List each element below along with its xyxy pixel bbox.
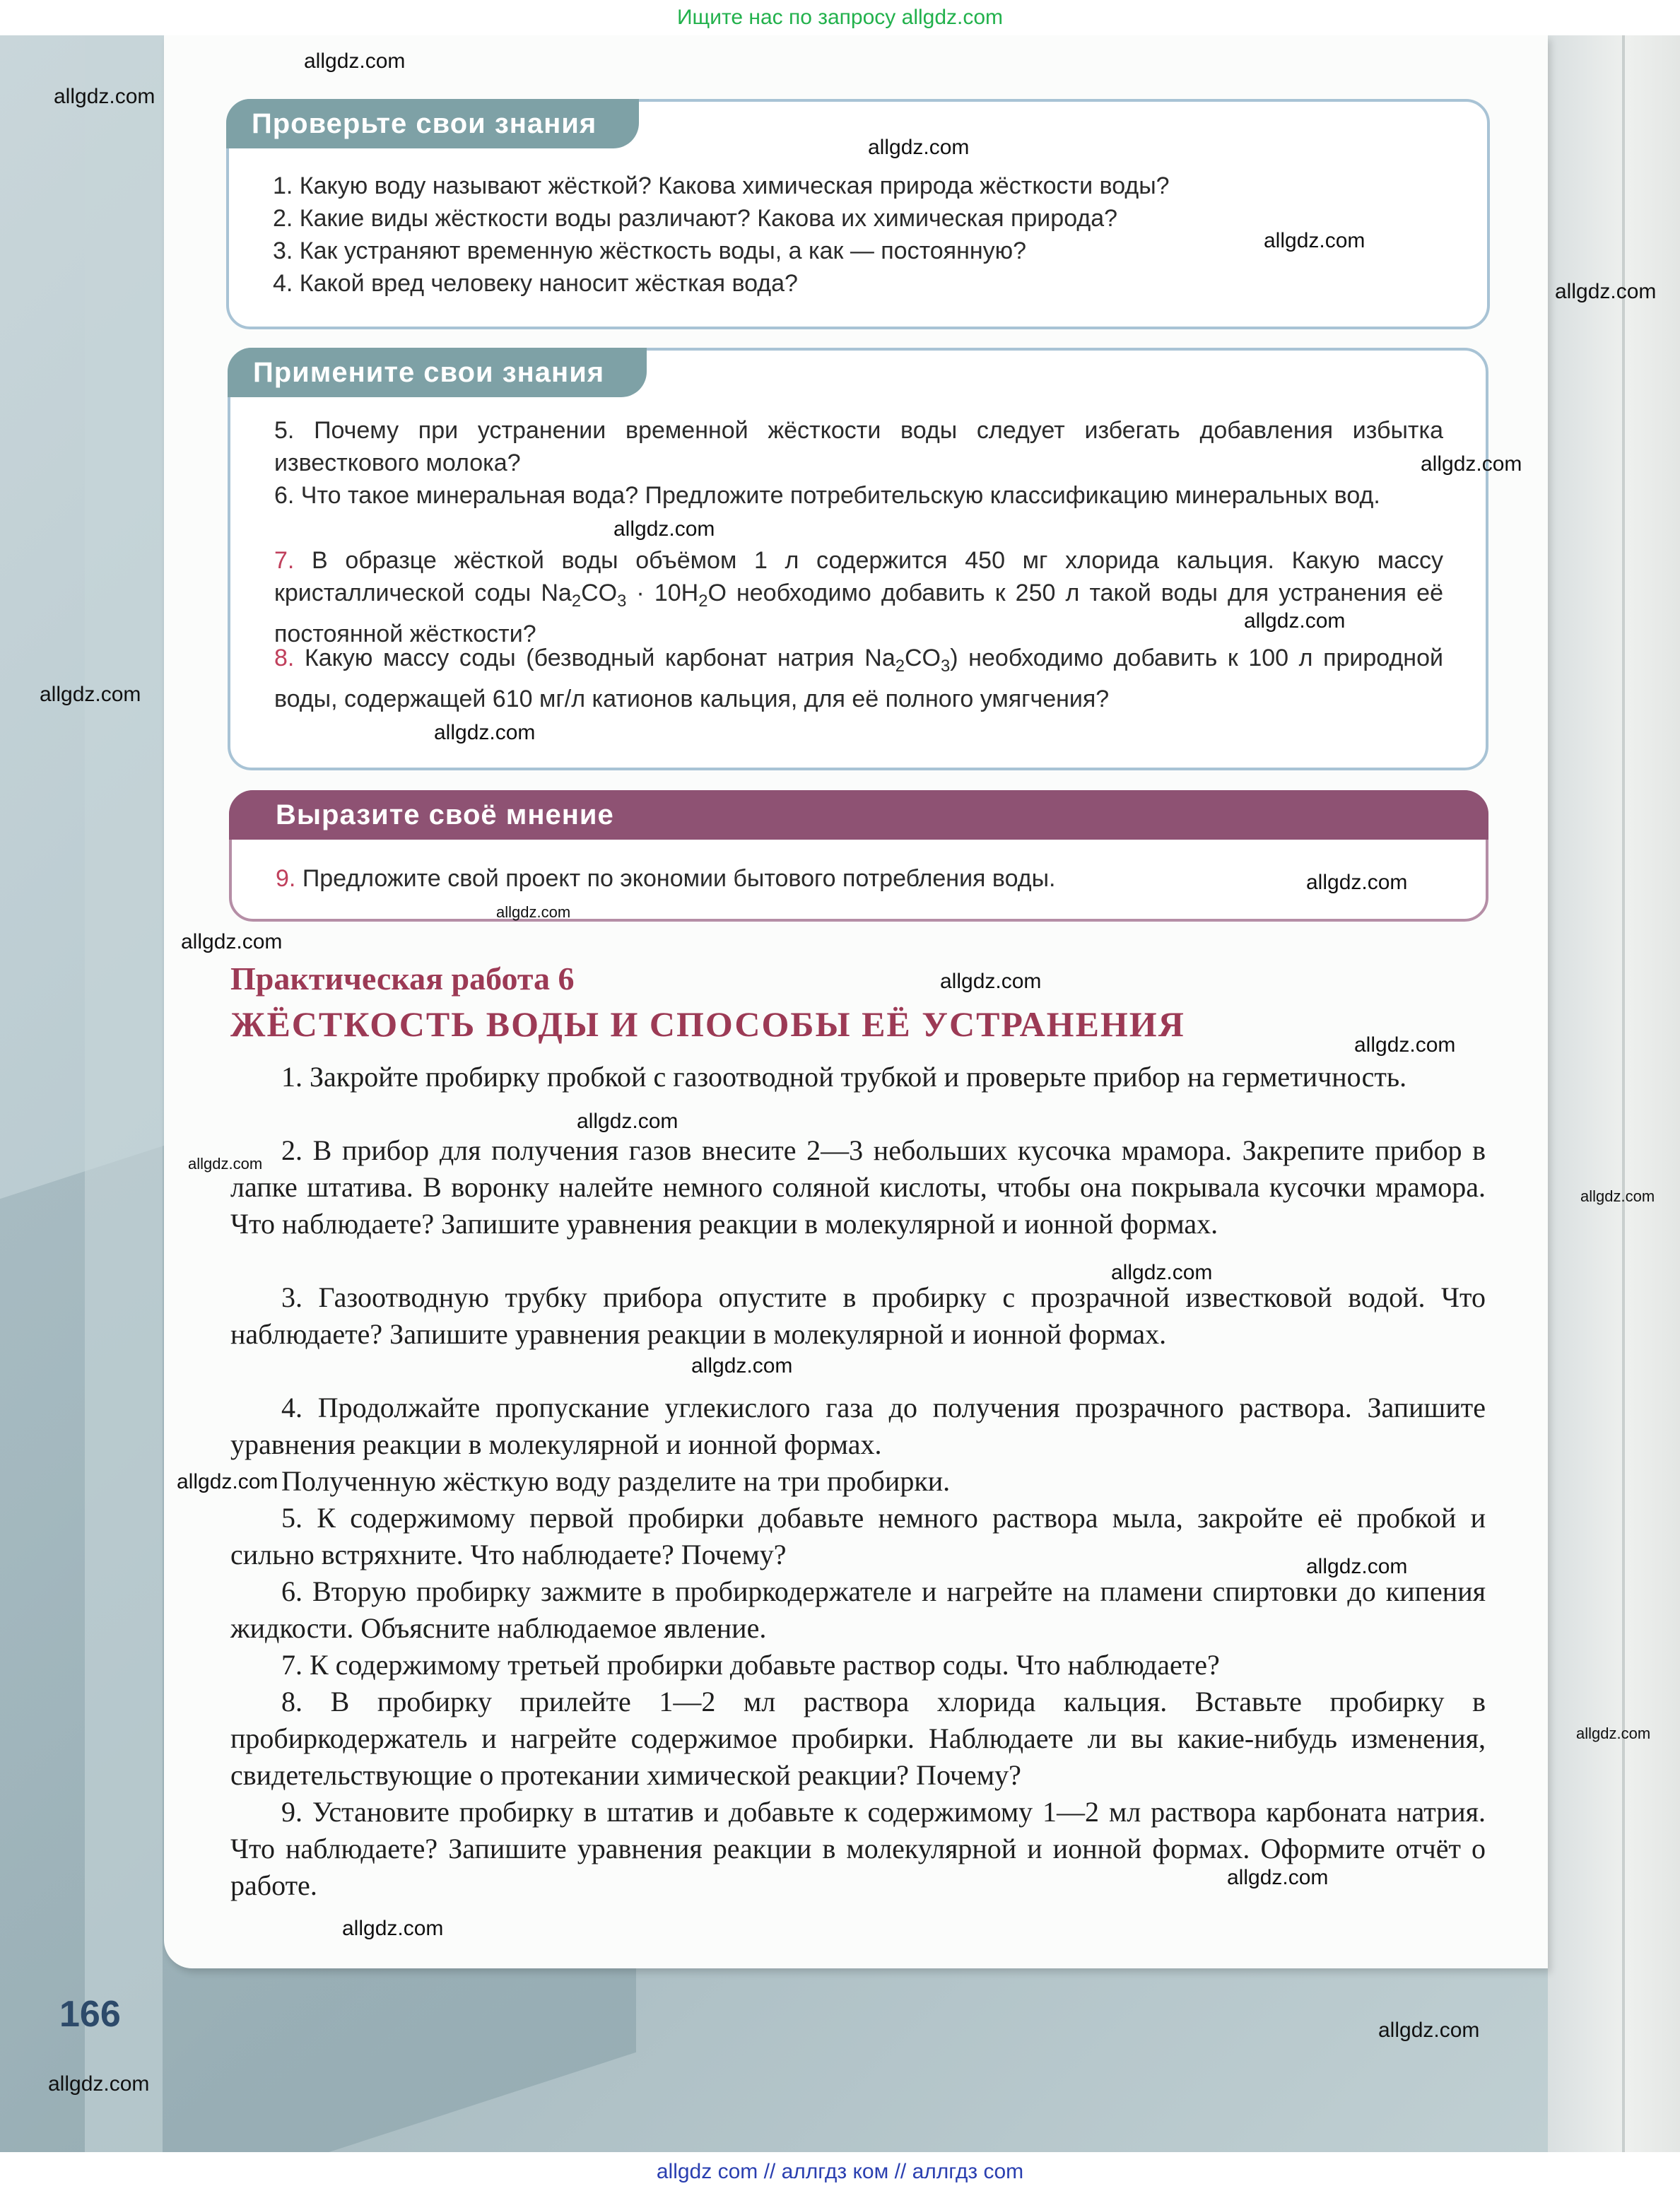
top-banner[interactable]: Ищите нас по запросу allgdz.com [0, 0, 1680, 35]
watermark: allgdz.com [54, 85, 155, 108]
watermark: allgdz.com [1354, 1033, 1456, 1057]
watermark: allgdz.com [177, 1470, 278, 1493]
step-5: 5. К содержимому первой пробирки добавьте немного раствора мыла, закройте её пробкой и сильно встряхните. Что наблюдаете? Почему? [230, 1502, 1486, 1570]
watermark: allgdz.com [1244, 609, 1346, 633]
watermark: allgdz.com [1555, 280, 1657, 303]
question-3: 3. Как устраняют временную жёсткость воды, а как — постоянную? [273, 237, 1027, 264]
question-7-number: 7. [274, 547, 295, 574]
bottom-banner[interactable]: allgdz com // аллгдз ком // аллгдз com [0, 2152, 1680, 2191]
watermark: allgdz.com [496, 903, 571, 921]
apply-knowledge-box [228, 348, 1488, 770]
question-9: 9. Предложите свой проект по экономии бытового потребления воды. [276, 865, 1056, 892]
step-9: 9. Установите пробирку в штатив и добавьте к содержимому 1—2 мл раствора карбоната натрия. Что наблюдаете? Запишите уравнения реакции в молекулярной и ионной формах. Оформите отчёт о работе. [230, 1796, 1486, 1901]
watermark: allgdz.com [1576, 1725, 1651, 1742]
check-knowledge-box [226, 99, 1490, 329]
practical-work-label: Практическая работа 6 [230, 961, 575, 997]
watermark: allgdz.com [1264, 229, 1365, 252]
divide-note: Полученную жёсткую воду разделите на три пробирки. [281, 1465, 951, 1497]
step-7: 7. К содержимому третьей пробирки добавьте раствор соды. Что наблюдаете? [281, 1649, 1220, 1681]
opinion-title: Выразите своё мнение [229, 790, 1488, 840]
facing-page-edge [1548, 35, 1680, 2152]
watermark: allgdz.com [1227, 1866, 1329, 1889]
scanned-page-background [0, 35, 1680, 2152]
question-8: 8. Какую массу соды (безводный карбонат натрия $Na_2CO_3$) необходимо добавить к 100 л природной воды, содержащей 610 мг/л катионов кальция, для её полного умягчения? [274, 645, 1443, 712]
watermark: allgdz.com [188, 1155, 263, 1173]
step-8: 8. В пробирку прилейте 1—2 мл раствора хлорида кальция. Вставьте пробирку в пробиркодержатель и нагрейте содержимое пробирки. Наблюдаете ли вы какие-нибудь изменения, свидетельствующие о протекании химической реакции? Почему? [230, 1686, 1486, 1791]
step-4: 4. Продолжайте пропускание углекислого газа до получения прозрачного раствора. Запишите уравнения реакции в молекулярной и ионной формах. [230, 1392, 1486, 1460]
step-6: 6. Вторую пробирку зажмите в пробиркодержателе и нагрейте на пламени спиртовки до кипения жидкости. Объясните наблюдаемое явление. [230, 1575, 1486, 1644]
question-8-number: 8. [274, 645, 295, 671]
step-3: 3. Газоотводную трубку прибора опустите в пробирку с прозрачной известковой водой. Что наблюдаете? Запишите уравнения реакции в молекулярной и ионной формах. [230, 1281, 1486, 1350]
watermark: allgdz.com [342, 1917, 444, 1940]
question-5: 5. Почему при устранении временной жёсткости воды следует избегать добавления избытка известкового молока? [274, 417, 1443, 476]
question-1: 1. Какую воду называют жёсткой? Какова химическая природа жёсткости воды? [273, 172, 1170, 199]
question-7: 7. В образце жёсткой воды объёмом 1 л содержится 450 мг хлорида кальция. Какую массу кристаллической соды $Na_2CO_3 \cdot 10H_2O$ необходимо добавить к 250 л такой воды для устранения её постоянной жёсткости? [274, 547, 1443, 647]
watermark: allgdz.com [40, 683, 141, 706]
watermark: allgdz.com [1306, 1555, 1408, 1578]
watermark: allgdz.com [1580, 1187, 1655, 1205]
watermark: allgdz.com [1378, 2019, 1480, 2042]
watermark: allgdz.com [1111, 1261, 1213, 1284]
watermark: allgdz.com [940, 970, 1042, 993]
opinion-box [229, 790, 1488, 922]
watermark: allgdz.com [613, 517, 715, 541]
watermark: allgdz.com [1421, 452, 1522, 476]
textbook-page [164, 35, 1548, 1968]
practical-work-title: ЖЁСТКОСТЬ ВОДЫ И СПОСОБЫ ЕЁ УСТРАНЕНИЯ [230, 1004, 1185, 1044]
watermark: allgdz.com [181, 930, 283, 953]
apply-knowledge-title: Примените свои знания [228, 348, 647, 397]
question-4: 4. Какой вред человеку наносит жёсткая вода? [273, 270, 798, 297]
step-2: 2. В прибор для получения газов внесите 2—3 небольших кусочка мрамора. Закрепите прибор в лапке штатива. В воронку налейте немного соляной кислоты, чтобы она покрывала кусочки мрамора. Что наблюдаете? Запишите уравнения реакции в молекулярной и ионной формах. [230, 1134, 1486, 1240]
step-1: 1. Закройте пробирку пробкой с газоотводной трубкой и проверьте прибор на герметичность. [281, 1061, 1407, 1093]
watermark: allgdz.com [48, 2072, 150, 2096]
check-knowledge-title: Проверьте свои знания [226, 99, 639, 148]
page-number: 166 [59, 1994, 121, 2035]
watermark: allgdz.com [691, 1354, 793, 1378]
watermark: allgdz.com [434, 721, 536, 744]
watermark: allgdz.com [577, 1110, 679, 1133]
watermark: allgdz.com [1306, 871, 1408, 894]
watermark: allgdz.com [868, 136, 970, 159]
question-6: 6. Что такое минеральная вода? Предложите потребительскую классификацию минеральных вод. [274, 482, 1380, 509]
watermark: allgdz.com [304, 49, 406, 73]
question-2: 2. Какие виды жёсткости воды различают? Какова их химическая природа? [273, 205, 1118, 232]
